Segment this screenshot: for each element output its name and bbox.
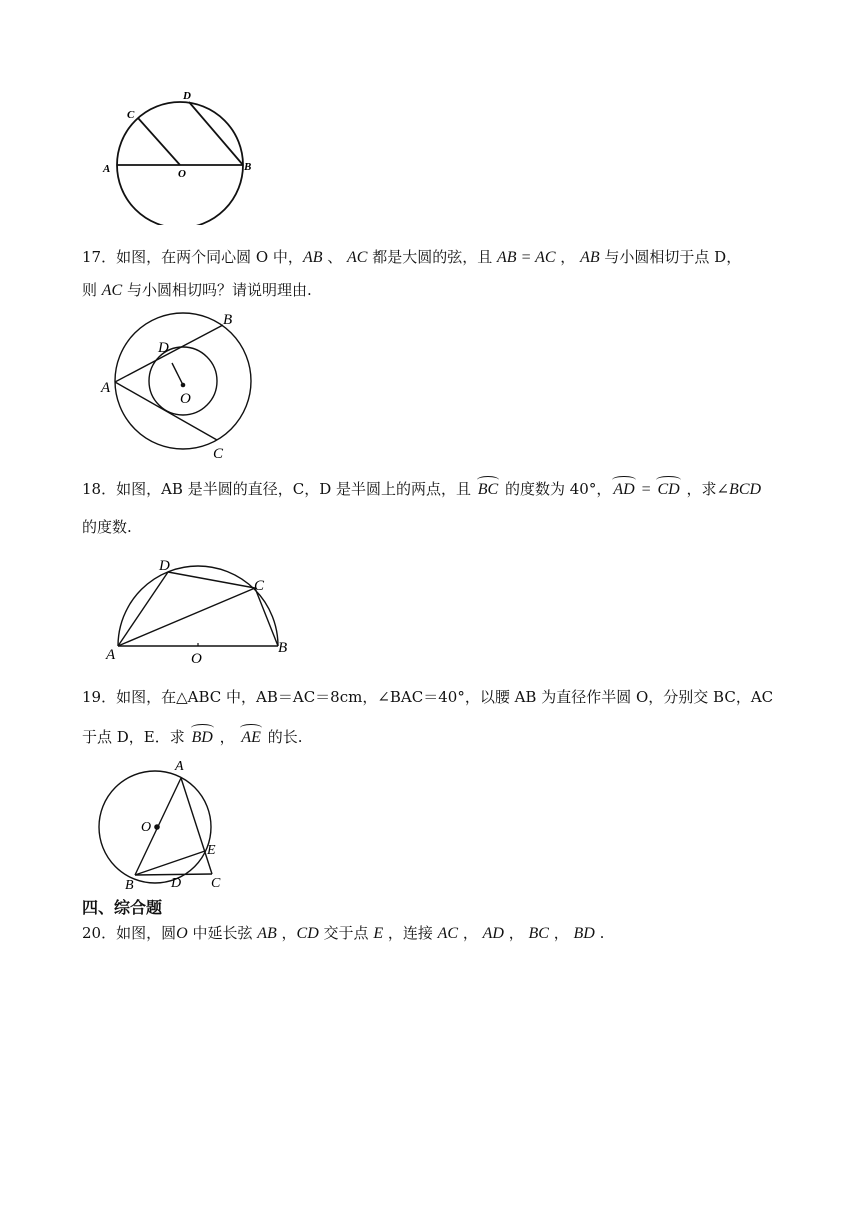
label-e: E xyxy=(207,843,216,858)
arc-bd: BD xyxy=(190,727,215,749)
q17-line1: 17．如图，在两个同心圆 O 中，AB 、 AC 都是大圆的弦，且 AB = AC ， AB 与小圆相切于点 D， xyxy=(82,248,742,266)
label-b: B xyxy=(125,878,134,893)
center-o-dot xyxy=(181,383,186,388)
label-a: A xyxy=(103,163,111,175)
label-d: D xyxy=(159,558,170,574)
label-b: B xyxy=(223,312,233,328)
section-heading: 四、综合题 xyxy=(82,898,163,917)
q19-line1: 19．如图，在△ABC 中，AB＝AC＝8cm，∠BAC＝40°，以腰 AB 为直径作半圆 O，分别交 BC，AC xyxy=(82,688,774,706)
label-o: O xyxy=(191,651,202,667)
q19-line2: 于点 D，E．求 BD ， AE 的长. xyxy=(82,726,302,749)
label-d: D xyxy=(158,340,169,356)
label-o: O xyxy=(141,820,152,835)
q18-line2: 的度数. xyxy=(82,518,132,536)
figure-q19 xyxy=(95,756,235,896)
label-c: C xyxy=(254,578,265,594)
figure-q17 xyxy=(95,308,265,463)
circle xyxy=(117,102,243,225)
label-c: C xyxy=(211,876,221,891)
arc-bc: BC xyxy=(476,479,500,501)
segment-cb xyxy=(255,588,278,646)
q20-number: 20． xyxy=(82,924,117,942)
q18-line1: 18．如图，AB 是半圆的直径，C，D 是半圆上的两点，且 BC 的度数为 40°， AD = CD ，求∠BCD xyxy=(82,478,761,501)
q17-line2: 则 AC 与小圆相切吗？请说明理由. xyxy=(82,281,312,299)
label-b: B xyxy=(278,640,288,656)
q20-line1: 20．如图，圆O 中延长弦 AB ，CD 交于点 E ，连接 AC ， AD ， BC ， BD . xyxy=(82,924,605,942)
radius-od xyxy=(172,363,183,385)
label-d: D xyxy=(171,876,182,891)
arc-cd: CD xyxy=(655,479,681,501)
label-a: A xyxy=(101,380,111,396)
label-c: C xyxy=(127,109,135,121)
chord-ab xyxy=(115,325,223,382)
segment-be xyxy=(135,851,205,875)
segment-dc xyxy=(168,572,255,588)
arc-ad: AD xyxy=(611,479,636,501)
segment-ac xyxy=(181,778,212,874)
label-a: A xyxy=(106,647,116,663)
segment-ac xyxy=(118,588,255,646)
figure-q16 xyxy=(95,85,265,225)
label-b: B xyxy=(244,161,252,173)
label-o: O xyxy=(178,168,186,180)
arc-ae: AE xyxy=(239,727,263,749)
q17-number: 17． xyxy=(82,248,117,266)
label-o: O xyxy=(180,391,191,407)
label-a: A xyxy=(175,759,184,774)
segment-co xyxy=(138,118,180,165)
label-d: D xyxy=(183,90,191,102)
label-c: C xyxy=(213,446,224,462)
q18-number: 18． xyxy=(82,480,117,498)
chord-ac xyxy=(115,382,217,440)
figure-q18 xyxy=(100,552,300,670)
center-o-dot xyxy=(154,824,160,830)
q19-number: 19． xyxy=(82,688,117,706)
large-circle xyxy=(115,313,251,449)
segment-bc xyxy=(135,874,212,875)
